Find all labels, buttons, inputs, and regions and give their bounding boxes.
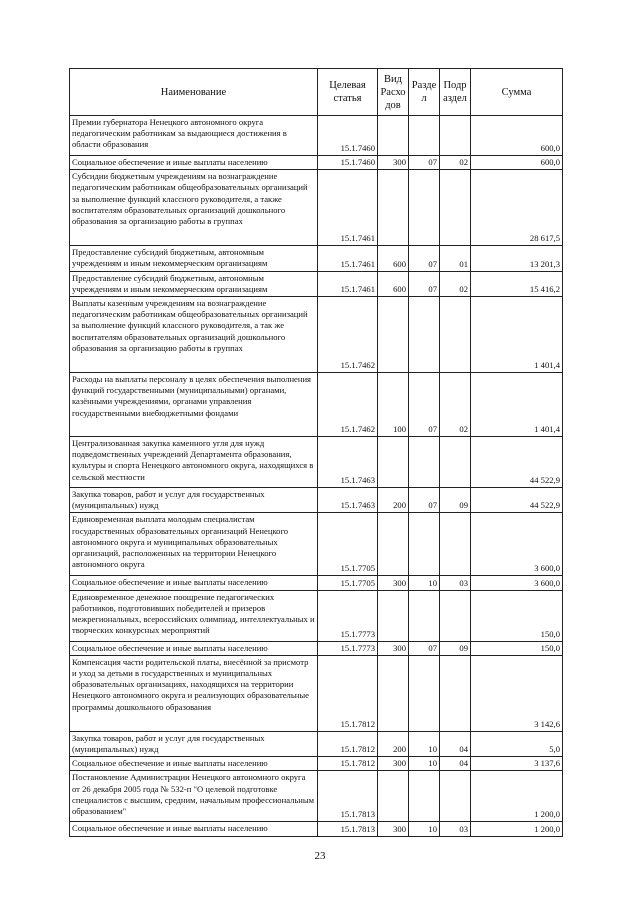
row-type: 600 xyxy=(378,246,409,271)
row-target: 15.1.7460 xyxy=(318,116,378,156)
table-row xyxy=(70,822,563,836)
row-subsection: 09 xyxy=(440,488,471,513)
row-section: 10 xyxy=(409,576,440,590)
header-expense-type: Вид Расхо дов xyxy=(378,69,409,116)
header-subsection: Подр аздел xyxy=(440,69,471,116)
row-amount: 5,0 xyxy=(471,731,563,756)
row-section: 07 xyxy=(409,373,440,437)
row-target: 15.1.7812 xyxy=(318,731,378,756)
row-name: Социальное обеспечение и иные выплаты населению xyxy=(70,641,318,655)
row-target: 15.1.7705 xyxy=(318,513,378,576)
row-target: 15.1.7463 xyxy=(318,437,378,488)
row-subsection: 02 xyxy=(440,271,471,296)
table-row xyxy=(70,170,563,246)
row-name: Закупка товаров, работ и услуг для государственных (муниципальных) нужд xyxy=(70,731,318,756)
row-type: 300 xyxy=(378,822,409,836)
row-section: 07 xyxy=(409,271,440,296)
row-name: Социальное обеспечение и иные выплаты населению xyxy=(70,822,318,836)
row-target: 15.1.7461 xyxy=(318,271,378,296)
row-subsection: 03 xyxy=(440,576,471,590)
row-amount: 600,0 xyxy=(471,116,563,156)
table-row xyxy=(70,156,563,170)
page-number: 23 xyxy=(314,850,326,862)
row-section: 07 xyxy=(409,641,440,655)
row-type: 100 xyxy=(378,373,409,437)
row-type: 300 xyxy=(378,576,409,590)
row-section: 07 xyxy=(409,246,440,271)
table-row xyxy=(70,655,563,731)
row-amount: 3 600,0 xyxy=(471,513,563,576)
row-name: Предоставление субсидий бюджетным, автономным учреждениям и иным некоммерческим организациям xyxy=(70,271,318,296)
row-type xyxy=(378,513,409,576)
row-section xyxy=(409,771,440,822)
row-target: 15.1.7812 xyxy=(318,757,378,771)
row-subsection: 04 xyxy=(440,731,471,756)
row-subsection xyxy=(440,170,471,246)
table-header-row xyxy=(70,69,563,116)
row-amount: 1 200,0 xyxy=(471,771,563,822)
row-name: Единовременное денежное поощрение педагогических работников, подготовивших победителей и призеров межрегиональных, всероссийских олимпиад, интеллектуальных и творческих конкурсных мероприятий xyxy=(70,590,318,641)
row-target: 15.1.7462 xyxy=(318,297,378,373)
row-type: 200 xyxy=(378,731,409,756)
table-row xyxy=(70,590,563,641)
row-section xyxy=(409,170,440,246)
row-amount: 1 401,4 xyxy=(471,297,563,373)
row-type xyxy=(378,297,409,373)
row-amount: 150,0 xyxy=(471,641,563,655)
budget-table-sheet xyxy=(69,68,562,837)
row-amount: 28 617,5 xyxy=(471,170,563,246)
header-target-article: Целевая статья xyxy=(318,69,378,116)
row-subsection xyxy=(440,116,471,156)
row-type: 300 xyxy=(378,757,409,771)
row-name: Постановление Администрации Ненецкого автономного округа от 26 декабря 2005 года № 532-п "О целевой подготовке специалистов с высшим, средним, начальным профессиональным образованием" xyxy=(70,771,318,822)
row-name: Централизованная закупка каменного угля для нужд подведомственных учреждений Департамента образования, культуры и спорта Ненецкого автономного округа, находящихся в сельской местности xyxy=(70,437,318,488)
row-type: 200 xyxy=(378,488,409,513)
row-name: Социальное обеспечение и иные выплаты населению xyxy=(70,576,318,590)
table-row xyxy=(70,488,563,513)
row-section: 10 xyxy=(409,731,440,756)
row-target: 15.1.7461 xyxy=(318,170,378,246)
row-amount: 1 200,0 xyxy=(471,822,563,836)
budget-table xyxy=(69,68,563,837)
row-type: 300 xyxy=(378,156,409,170)
row-target: 15.1.7812 xyxy=(318,655,378,731)
table-row xyxy=(70,271,563,296)
row-section: 07 xyxy=(409,156,440,170)
table-row xyxy=(70,246,563,271)
row-amount: 150,0 xyxy=(471,590,563,641)
row-type: 300 xyxy=(378,641,409,655)
row-name: Премии губернатора Ненецкого автономного округа педагогическим работникам за выдающиеся достижения в области образования xyxy=(70,116,318,156)
row-subsection xyxy=(440,513,471,576)
header-amount: Сумма xyxy=(471,69,563,116)
row-subsection xyxy=(440,437,471,488)
table-row xyxy=(70,297,563,373)
row-subsection: 01 xyxy=(440,246,471,271)
row-target: 15.1.7813 xyxy=(318,771,378,822)
row-section xyxy=(409,590,440,641)
row-name: Социальное обеспечение и иные выплаты населению xyxy=(70,757,318,771)
row-subsection: 02 xyxy=(440,156,471,170)
row-name: Компенсация части родительской платы, внесённой за присмотр и уход за детьми в государственных и муниципальных образовательных организациях, находящихся на территории Ненецкого автономного округа и реализующих образовательные программы дошкольного образования xyxy=(70,655,318,731)
row-target: 15.1.7460 xyxy=(318,156,378,170)
row-name: Выплаты казенным учреждениям на вознаграждение педагогическим работникам общеобразовательных организаций за выполнение функций классного руководителя, а так же воспитателям образовательных организаций дошкольного образования за организацию работы в группах xyxy=(70,297,318,373)
row-amount: 600,0 xyxy=(471,156,563,170)
row-section xyxy=(409,513,440,576)
row-amount: 44 522,9 xyxy=(471,488,563,513)
row-type xyxy=(378,655,409,731)
row-type xyxy=(378,771,409,822)
row-target: 15.1.7463 xyxy=(318,488,378,513)
row-target: 15.1.7461 xyxy=(318,246,378,271)
row-type xyxy=(378,590,409,641)
row-amount: 15 416,2 xyxy=(471,271,563,296)
row-section xyxy=(409,116,440,156)
table-row xyxy=(70,576,563,590)
row-section xyxy=(409,655,440,731)
row-name: Закупка товаров, работ и услуг для государственных (муниципальных) нужд xyxy=(70,488,318,513)
header-name: Наименование xyxy=(70,69,318,116)
row-name: Предоставление субсидий бюджетным, автономным учреждениям и иным некоммерческим организациям xyxy=(70,246,318,271)
table-row xyxy=(70,641,563,655)
row-amount: 13 201,3 xyxy=(471,246,563,271)
row-section xyxy=(409,437,440,488)
row-subsection: 03 xyxy=(440,822,471,836)
row-amount: 3 600,0 xyxy=(471,576,563,590)
row-target: 15.1.7705 xyxy=(318,576,378,590)
row-type: 600 xyxy=(378,271,409,296)
row-target: 15.1.7813 xyxy=(318,822,378,836)
row-subsection xyxy=(440,590,471,641)
row-name: Социальное обеспечение и иные выплаты населению xyxy=(70,156,318,170)
row-section: 07 xyxy=(409,488,440,513)
row-target: 15.1.7773 xyxy=(318,641,378,655)
row-subsection: 04 xyxy=(440,757,471,771)
row-name: Расходы на выплаты персоналу в целях обеспечения выполнения функций государственными (муниципальными) органами, казёнными учреждениями, органами управления государственными внебюджетными фондами xyxy=(70,373,318,437)
row-type xyxy=(378,437,409,488)
row-name: Субсидии бюджетным учреждениям на вознаграждение педагогическим работникам общеобразовательных организаций за выполнение функций классного руководителя, а также воспитателям образовательных организаций дошкольного образования за организацию работы в группах xyxy=(70,170,318,246)
row-name: Единовременная выплата молодым специалистам государственных образовательных организаций Ненецкого автономного округа и муниципальных образовательных организаций, расположенных на территории Ненецкого автономного округа xyxy=(70,513,318,576)
row-subsection: 09 xyxy=(440,641,471,655)
row-amount: 3 137,6 xyxy=(471,757,563,771)
row-section xyxy=(409,297,440,373)
row-amount: 3 142,6 xyxy=(471,655,563,731)
row-subsection xyxy=(440,771,471,822)
table-row xyxy=(70,731,563,756)
row-subsection: 02 xyxy=(440,373,471,437)
row-type xyxy=(378,170,409,246)
row-type xyxy=(378,116,409,156)
row-subsection xyxy=(440,297,471,373)
row-target: 15.1.7462 xyxy=(318,373,378,437)
header-section: Разде л xyxy=(409,69,440,116)
table-row xyxy=(70,513,563,576)
row-amount: 44 522,9 xyxy=(471,437,563,488)
table-row xyxy=(70,771,563,822)
row-target: 15.1.7773 xyxy=(318,590,378,641)
row-section: 10 xyxy=(409,757,440,771)
table-row xyxy=(70,757,563,771)
row-section: 10 xyxy=(409,822,440,836)
table-row xyxy=(70,116,563,156)
row-subsection xyxy=(440,655,471,731)
table-row xyxy=(70,373,563,437)
row-amount: 1 401,4 xyxy=(471,373,563,437)
table-row xyxy=(70,437,563,488)
